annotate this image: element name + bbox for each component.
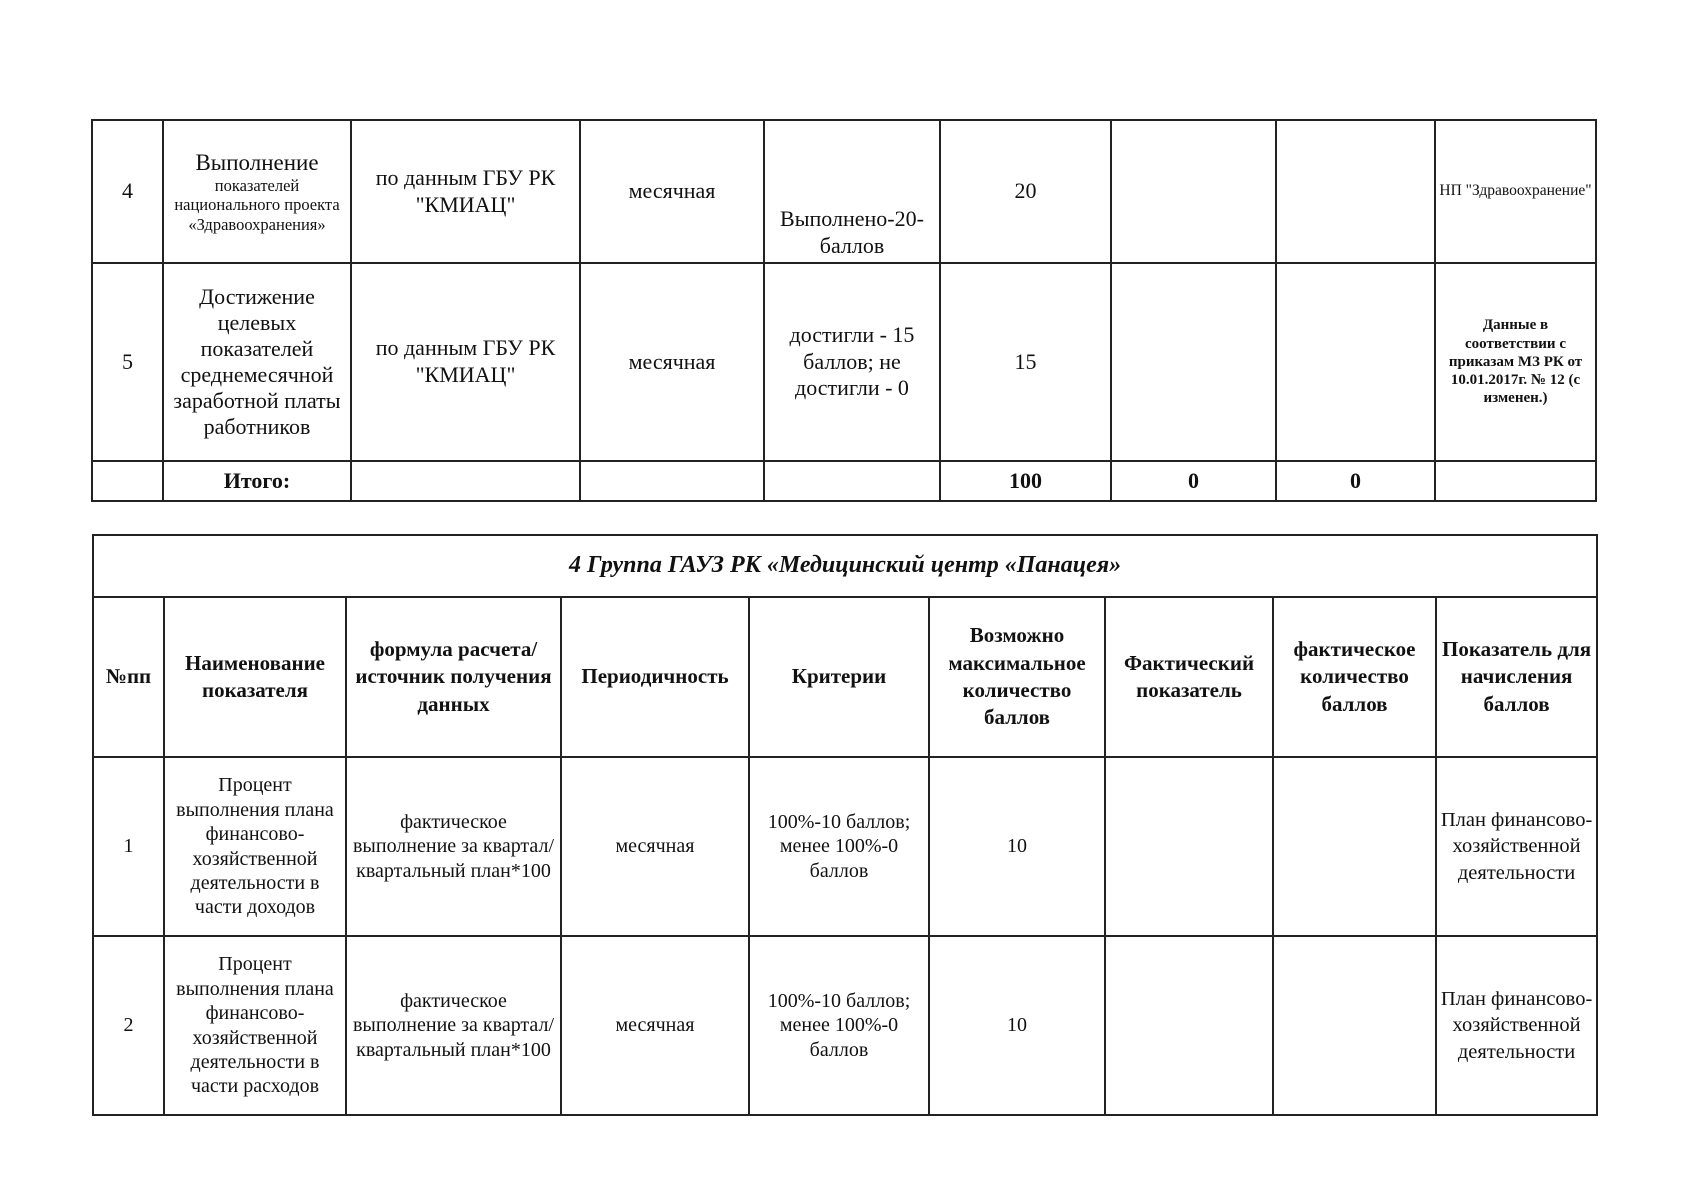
header-num: №пп bbox=[93, 597, 164, 757]
periodicity-cell: месячная bbox=[580, 263, 764, 461]
periodicity-cell: месячная bbox=[561, 936, 749, 1115]
indicator-name: Процент выполнения плана финансово-хозяйственной деятельности в части расходов bbox=[164, 936, 346, 1115]
total-actual: 0 bbox=[1111, 461, 1276, 501]
actual-value-cell bbox=[1105, 757, 1273, 936]
row-number: 2 bbox=[93, 936, 164, 1115]
empty-cell bbox=[1435, 461, 1596, 501]
indicators-table-continued bbox=[91, 119, 1597, 502]
empty-cell bbox=[351, 461, 580, 501]
actual-points-cell bbox=[1273, 936, 1436, 1115]
header-basis: Показатель для начисления баллов bbox=[1436, 597, 1597, 757]
group4-indicators-table bbox=[92, 534, 1598, 1116]
max-points-cell: 20 bbox=[940, 120, 1111, 263]
actual-value-cell bbox=[1105, 936, 1273, 1115]
header-actual: Фактический показатель bbox=[1105, 597, 1273, 757]
actual-points-cell bbox=[1276, 120, 1435, 263]
header-max-points: Возможно максимальное количество баллов bbox=[929, 597, 1105, 757]
basis-cell: План финансово-хозяйственной деятельности bbox=[1436, 757, 1597, 936]
basis-cell: НП "Здравоохранение" bbox=[1435, 120, 1596, 263]
actual-value-cell bbox=[1111, 263, 1276, 461]
indicator-name: Достижение целевых показателей среднемесячной заработной платы работников bbox=[163, 263, 351, 461]
header-period: Периодичность bbox=[561, 597, 749, 757]
criteria-cell: достигли - 15 баллов; не достигли - 0 bbox=[764, 263, 940, 461]
actual-value-cell bbox=[1111, 120, 1276, 263]
max-points-cell: 10 bbox=[929, 757, 1105, 936]
indicator-name-rest: показателей национального проекта «Здравоохранения» bbox=[174, 175, 340, 234]
indicator-name bbox=[163, 120, 351, 263]
header-actual-points: фактическое количество баллов bbox=[1273, 597, 1436, 757]
max-points-cell: 15 bbox=[940, 263, 1111, 461]
formula-cell: по данным ГБУ РК "КМИАЦ" bbox=[351, 120, 580, 263]
table-row bbox=[92, 120, 1596, 263]
indicator-name: Процент выполнения плана финансово-хозяйственной деятельности в части доходов bbox=[164, 757, 346, 936]
periodicity-cell: месячная bbox=[580, 120, 764, 263]
title-row bbox=[93, 535, 1597, 597]
empty-cell bbox=[580, 461, 764, 501]
empty-cell bbox=[92, 461, 163, 501]
total-label: Итого: bbox=[163, 461, 351, 501]
max-points-cell: 10 bbox=[929, 936, 1105, 1115]
actual-points-cell bbox=[1276, 263, 1435, 461]
indicator-name-main: Выполнение bbox=[195, 149, 319, 175]
total-row bbox=[92, 461, 1596, 501]
header-name: Наименование показателя bbox=[164, 597, 346, 757]
criteria-cell: 100%-10 баллов; менее 100%-0 баллов bbox=[749, 936, 929, 1115]
periodicity-cell: месячная bbox=[561, 757, 749, 936]
row-number: 1 bbox=[93, 757, 164, 936]
header-formula: формула расчета/источник получения данных bbox=[346, 597, 561, 757]
total-actual-points: 0 bbox=[1276, 461, 1435, 501]
formula-cell: фактическое выполнение за квартал/квартальный план*100 bbox=[346, 936, 561, 1115]
table-row bbox=[93, 936, 1597, 1115]
criteria-cell: Выполнено-20- баллов bbox=[764, 120, 940, 263]
basis-cell: План финансово-хозяйственной деятельности bbox=[1436, 936, 1597, 1115]
table-row bbox=[93, 757, 1597, 936]
row-number: 5 bbox=[92, 263, 163, 461]
header-row bbox=[93, 597, 1597, 757]
group-title: 4 Группа ГАУЗ РК «Медицинский центр «Панацея» bbox=[93, 535, 1597, 597]
basis-cell: Данные в соответствии с приказам МЗ РК от 10.01.2017г. № 12 (с изменен.) bbox=[1435, 263, 1596, 461]
formula-cell: фактическое выполнение за квартал/квартальный план*100 bbox=[346, 757, 561, 936]
total-max-points: 100 bbox=[940, 461, 1111, 501]
actual-points-cell bbox=[1273, 757, 1436, 936]
formula-cell: по данным ГБУ РК "КМИАЦ" bbox=[351, 263, 580, 461]
empty-cell bbox=[764, 461, 940, 501]
row-number: 4 bbox=[92, 120, 163, 263]
criteria-cell: 100%-10 баллов; менее 100%-0 баллов bbox=[749, 757, 929, 936]
header-criteria: Критерии bbox=[749, 597, 929, 757]
table-row bbox=[92, 263, 1596, 461]
